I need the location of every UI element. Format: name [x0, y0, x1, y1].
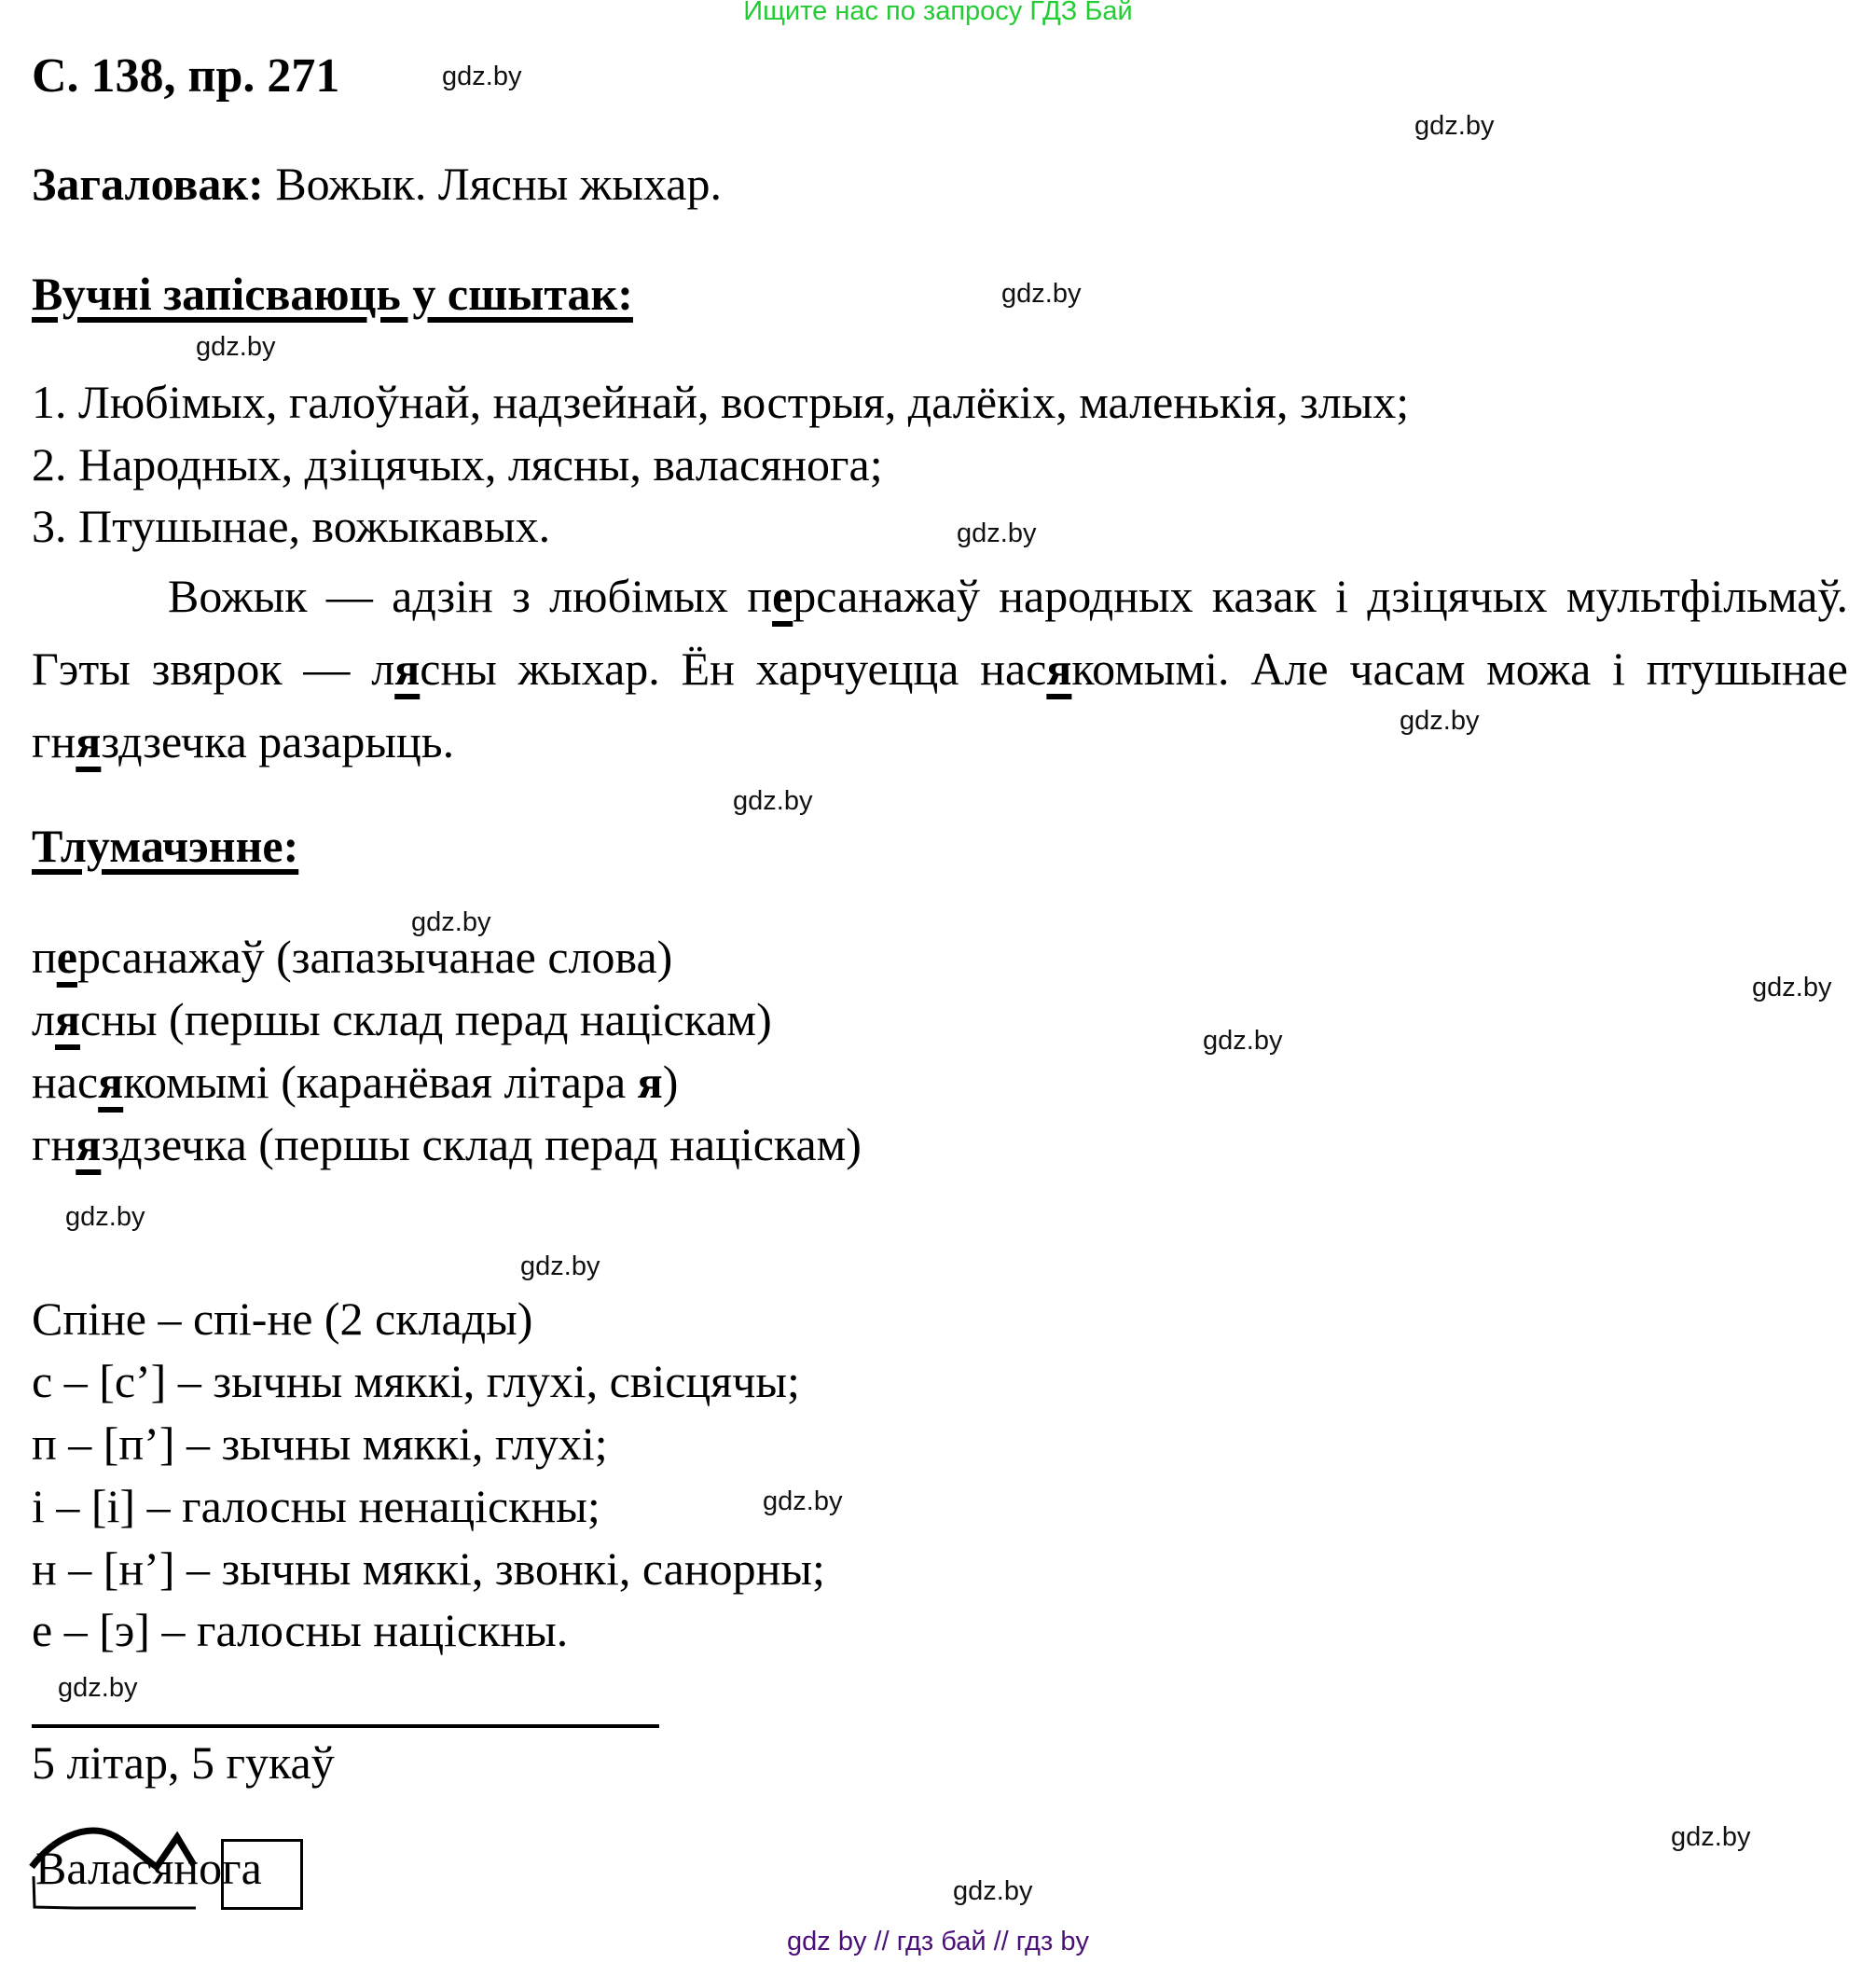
- watermark: gdz.by: [411, 907, 491, 937]
- phonetic-sound: п – [п’] – зычны мяккі, глухі;: [32, 1417, 608, 1470]
- morpheme-stem: Валасян: [35, 1842, 200, 1894]
- section-heading-notebook: Вучні запісваюць у сшытак:: [32, 268, 633, 320]
- section-heading-explanation: Тлумачэнне:: [32, 820, 299, 872]
- phonetic-word: Спіне – спі-не (2 склады): [32, 1293, 533, 1345]
- stressed-letter: я: [1046, 643, 1072, 695]
- watermark: gdz.by: [953, 1876, 1033, 1906]
- phonetic-sound: і – [і] – галосны ненаціскны;: [32, 1480, 600, 1532]
- letter-sound-count: 5 літар, 5 гукаў: [32, 1736, 335, 1789]
- main-paragraph: Вожык — адзін з любімых персанажаў народных казак і дзіцячых мультфільмаў. Гэты звярок — лясны жыхар. Ён харчуецца насякомымі. Але часам можа і птушынае гняздзечка разарыць.: [32, 570, 1848, 767]
- stressed-letter: я: [76, 715, 102, 767]
- morpheme-ending: ога: [199, 1842, 262, 1894]
- stressed-letter: е: [772, 570, 793, 622]
- watermark: gdz.by: [763, 1486, 843, 1516]
- watermark: gdz.by: [520, 1251, 600, 1281]
- divider: [32, 1724, 659, 1728]
- explanation-item: насякомымі (каранёвая літара я): [32, 1056, 679, 1108]
- watermark: gdz.by: [1414, 111, 1495, 141]
- page-title: С. 138, пр. 271: [32, 49, 340, 103]
- subtitle-label: Загаловак:: [32, 158, 264, 210]
- subtitle: [32, 157, 722, 211]
- watermark: gdz.by: [957, 518, 1037, 548]
- list-item: 2. Народных, дзіцячых, лясны, валасянога;: [32, 438, 883, 491]
- footer-links[interactable]: gdz by // гдз бай // гдз by: [787, 1927, 1089, 1956]
- watermark: gdz.by: [1671, 1822, 1751, 1852]
- phonetic-sound: е – [э] – галосны націскны.: [32, 1604, 569, 1656]
- subtitle-text: Вожык. Лясны жыхар.: [263, 158, 722, 210]
- watermark: gdz.by: [1001, 279, 1082, 309]
- watermark: gdz.by: [442, 62, 522, 91]
- watermark: gdz.by: [1752, 973, 1832, 1002]
- watermark: gdz.by: [58, 1673, 138, 1703]
- explanation-item: лясны (першы склад перад націскам): [32, 993, 772, 1045]
- list-item: 3. Птушынае, вожыкавых.: [32, 500, 551, 552]
- watermark: gdz.by: [1400, 706, 1480, 736]
- phonetic-sound: с – [с’] – зычны мяккі, глухі, свісцячы;: [32, 1355, 800, 1407]
- phonetic-sound: н – [н’] – зычны мяккі, звонкі, санорны;: [32, 1542, 825, 1595]
- stressed-letter: я: [394, 643, 421, 695]
- watermark: gdz.by: [65, 1202, 145, 1232]
- search-banner: Ищите нас по запросу ГДЗ Бай: [743, 0, 1133, 26]
- ending-box: [221, 1839, 303, 1910]
- list-item: 1. Любімых, галоўнай, надзейнай, вострыя, далёкіх, маленькія, злых;: [32, 376, 1410, 428]
- explanation-item: персанажаў (запазычанае слова): [32, 931, 673, 983]
- watermark: gdz.by: [733, 786, 813, 816]
- watermark: gdz.by: [1203, 1026, 1283, 1056]
- watermark: gdz.by: [196, 332, 276, 362]
- explanation-item: гняздзечка (першы склад перад націскам): [32, 1118, 862, 1170]
